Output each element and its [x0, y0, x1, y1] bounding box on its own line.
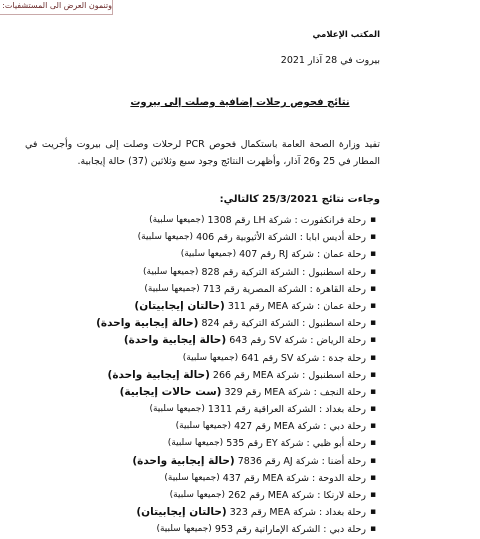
flight-text: رحلة الدوحة : شركة MEA رقم 437 [222, 472, 366, 484]
flight-text: رحلة الرياض : شركة SV رقم 643 [229, 335, 366, 347]
flight-result: (حالة إيجابية واحدة) [107, 368, 210, 381]
list-item [96, 315, 380, 332]
flight-text: رحلة عمان : شركة MEA رقم 311 [227, 300, 366, 312]
list-item [96, 212, 380, 229]
bullet-icon: ▪ [369, 215, 377, 225]
bullet-icon: ▪ [369, 369, 377, 380]
flight-text: رحلة أديس ابابا : الشركة الأثيوبية رقم 406 [196, 232, 366, 244]
flight-text: رحلة بغداد : شركة MEA رقم 323 [229, 507, 366, 519]
flight-result: (جميعها سلبية) [167, 438, 224, 449]
list-item [96, 350, 380, 367]
bullet-icon: ▪ [369, 490, 377, 500]
flight-result: (حالة إيجابية واحدة) [123, 334, 227, 347]
list-item [96, 264, 380, 281]
flight-text: رحلة جدة : شركة SV رقم 641 [241, 352, 366, 364]
bullet-icon: ▪ [369, 283, 377, 294]
list-item [96, 521, 380, 538]
page-title: نتائج فحوص رحلات إضافية وصلت إلى بيروت [130, 97, 350, 108]
list-item [96, 504, 380, 521]
flight-text: رحلة دبي : الشركة الإماراتية رقم 953 [214, 524, 366, 536]
flight-text: رحلة بغداد : الشركة العراقية رقم 1311 [207, 404, 366, 416]
bullet-icon: ▪ [369, 300, 377, 311]
bullet-icon: ▪ [369, 318, 377, 329]
bullet-icon: ▪ [369, 507, 377, 518]
list-item [96, 435, 380, 452]
flight-result: (جميعها سلبية) [164, 472, 220, 483]
bullet-icon: ▪ [369, 472, 377, 483]
list-item [96, 281, 380, 298]
flight-text: رحلة فرانكفورت : شركة LH رقم 1308 [207, 215, 366, 226]
flight-text: رحلة اسطنبول : الشركة التركية رقم 824 [201, 318, 366, 330]
list-item [96, 487, 380, 504]
bullet-icon: ▪ [369, 386, 377, 397]
flight-result: (جميعها سلبية) [149, 215, 205, 225]
flight-text: رحلة اسطنبول : الشركة التركية رقم 828 [201, 266, 366, 278]
list-item [96, 384, 380, 401]
flight-result: (حالتان إيجابيتان) [136, 506, 227, 519]
flight-result: (حالتان إيجابيتان) [134, 299, 225, 312]
list-item [96, 332, 380, 349]
list-item [96, 229, 380, 246]
flight-text: رحلة لارنكا : شركة MEA رقم 262 [228, 490, 366, 501]
list-item [96, 401, 380, 418]
flight-text: رحلة دبي : شركة MEA رقم 427 [234, 421, 366, 433]
date-line: بيروت في 28 آذار 2021 [280, 55, 380, 66]
flight-text: رحلة أبو ظبي : شركة EY رقم 535 [226, 438, 366, 450]
flight-result: (حالة إيجابية واحدة) [96, 317, 199, 330]
bullet-icon: ▪ [369, 455, 377, 466]
bullet-icon: ▪ [369, 232, 377, 243]
list-item [96, 298, 380, 315]
flight-result: (جميعها سلبية) [156, 524, 212, 535]
flight-result: (جميعها سلبية) [182, 352, 239, 363]
list-item [96, 246, 380, 263]
bullet-icon: ▪ [369, 421, 377, 432]
list-item [96, 470, 380, 487]
bullet-icon: ▪ [369, 524, 377, 535]
flight-result: (جميعها سلبية) [137, 232, 194, 243]
bullet-icon: ▪ [369, 438, 377, 449]
list-item [96, 418, 380, 435]
list-item [96, 453, 380, 470]
intro-paragraph: تفيد وزارة الصحة العامة باستكمال فحوص PCR لرحلات وصلت إلى بيروت وأجريت في المطار في 25 و26 آذار، وأظهرت النتائج وجود سبع وثلاثين (37) حالة إيجابية. [25, 139, 380, 167]
bullet-icon: ▪ [369, 266, 377, 277]
flight-result: (ست حالات إيجابية) [119, 385, 222, 398]
bullet-icon: ▪ [369, 249, 377, 260]
flight-result: (جميعها سلبية) [149, 404, 205, 415]
flight-result: (جميعها سلبية) [144, 283, 200, 294]
flight-text: رحلة القاهرة : الشركة المصرية رقم 713 [202, 283, 366, 295]
flight-results-list [96, 212, 380, 539]
flight-result: (حالة إيجابية واحدة) [132, 454, 235, 467]
flight-text: رحلة اسطنبول : شركة MEA رقم 266 [212, 369, 366, 381]
contact-stamp: وتنمون العرض الى المستشفيات: [0, 0, 113, 15]
list-item [96, 367, 380, 384]
flight-text: رحلة عمان : شركة RJ رقم 407 [239, 249, 366, 261]
flight-result: (جميعها سلبية) [143, 266, 199, 277]
office-label: المكتب الإعلامي [312, 30, 380, 40]
flight-result: (جميعها سلبية) [175, 421, 232, 432]
flight-text: رحلة أضنا : شركة AJ رقم 7836 [237, 455, 366, 467]
bullet-icon: ▪ [369, 335, 377, 346]
flight-result: (جميعها سلبية) [180, 249, 237, 260]
bullet-icon: ▪ [369, 352, 377, 363]
flight-result: (جميعها سلبية) [169, 490, 226, 500]
bullet-icon: ▪ [369, 404, 377, 415]
flight-text: رحلة النجف : شركة MEA رقم 329 [224, 386, 366, 398]
results-heading: وجاءت نتائج 25/3/2021 كالتالي: [219, 194, 380, 205]
